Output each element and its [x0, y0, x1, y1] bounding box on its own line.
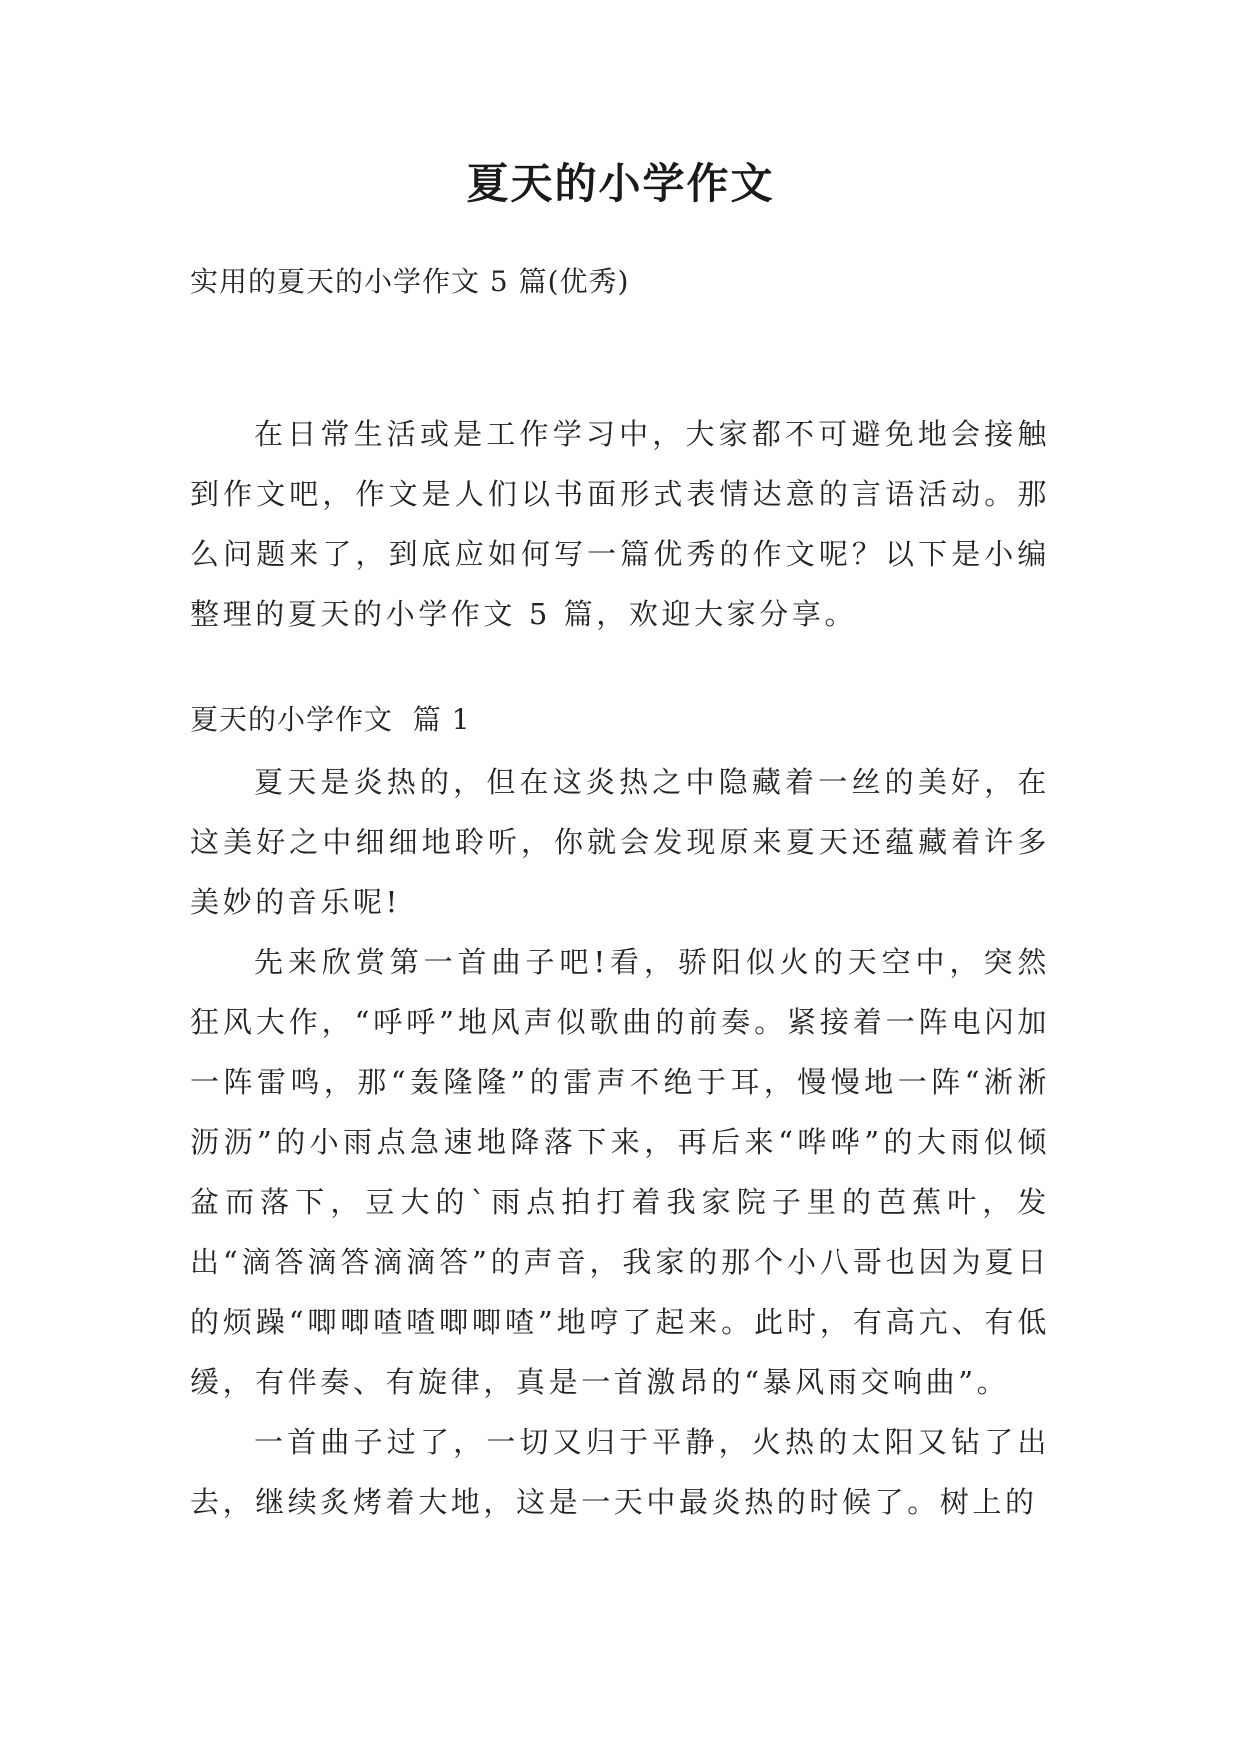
essay-paragraph: 夏天是炎热的，但在这炎热之中隐藏着一丝的美好，在这美好之中细细地聆听，你就会发现原来夏天还蕴藏着许多美妙的音乐呢! — [190, 765, 1050, 919]
essay-paragraph: 一首曲子过了，一切又归于平静，火热的太阳又钻了出去，继续炙烤着大地，这是一天中最炎热的时候了。树上的 — [190, 1425, 1050, 1519]
essay-body — [190, 752, 1050, 1532]
section-heading: 夏天的小学作文 篇 1 — [190, 703, 471, 736]
document-subtitle: 实用的夏天的小学作文 5 篇(优秀) — [190, 265, 630, 298]
intro-paragraph: 在日常生活或是工作学习中，大家都不可避免地会接触到作文吧，作文是人们以书面形式表情达意的言语活动。那么问题来了，到底应如何写一篇优秀的作文呢？以下是小编整理的夏天的小学作文 5 篇，欢迎大家分享。 — [190, 417, 1050, 631]
essay-paragraph: 先来欣赏第一首曲子吧!看，骄阳似火的天空中，突然狂风大作，“呼呼”地风声似歌曲的前奏。紧接着一阵电闪加一阵雷鸣，那“轰隆隆”的雷声不绝于耳，慢慢地一阵“淅淅沥沥”的小雨点急速地降落下来，再后来“哗哗”的大雨似倾盆而落下，豆大的`雨点拍打着我家院子里的芭蕉叶，发出“滴答滴答滴滴答”的声音，我家的那个小八哥也因为夏日的烦躁“唧唧喳喳唧唧喳”地哼了起来。此时，有高亢、有低缓，有伴奏、有旋律，真是一首激昂的“暴风雨交响曲”。 — [190, 945, 1050, 1399]
document-title: 夏天的小学作文 — [466, 159, 775, 208]
